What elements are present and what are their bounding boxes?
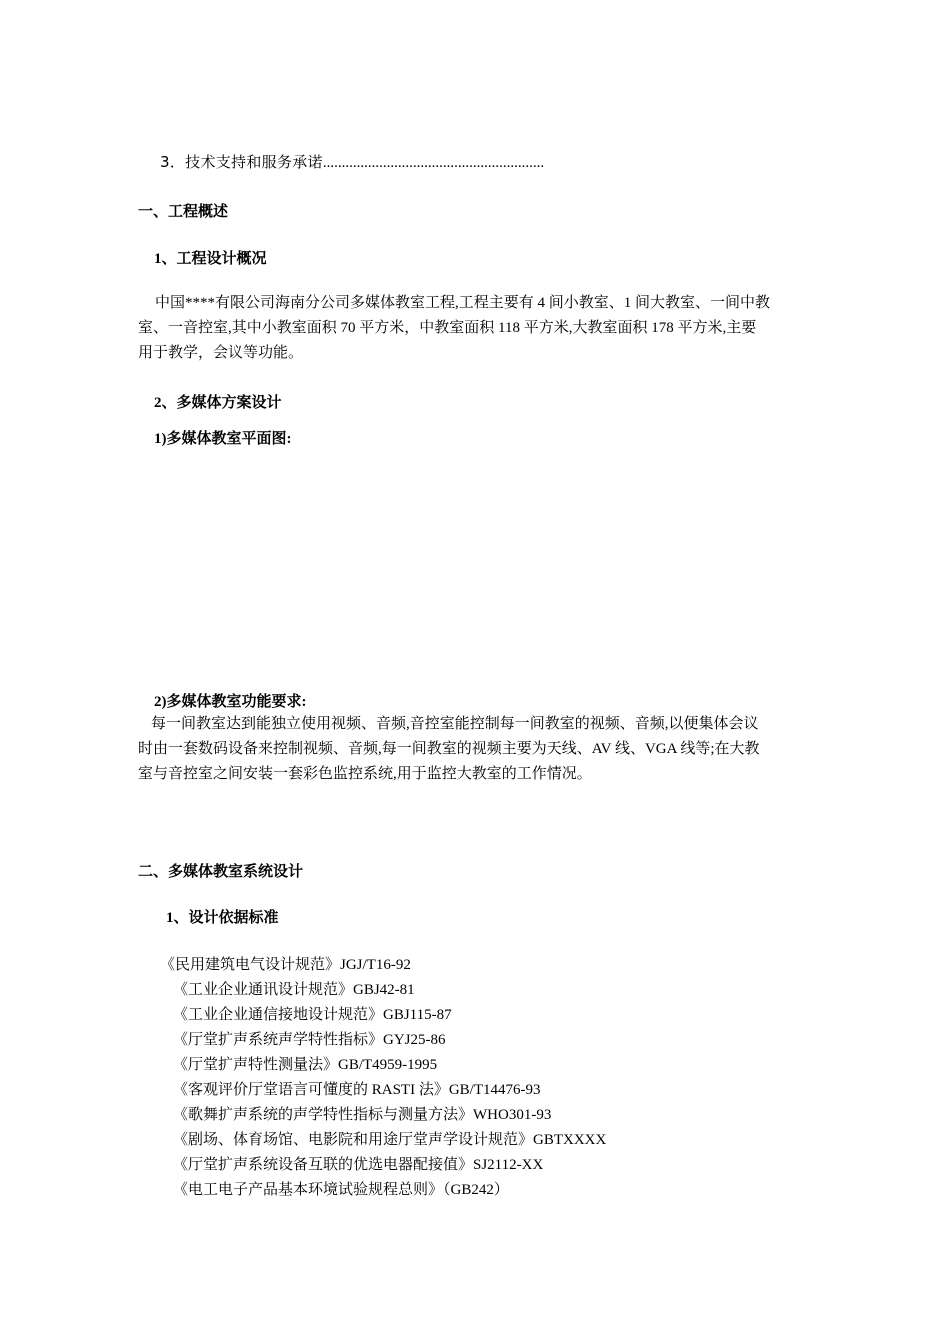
standard-item: 《歌舞扩声系统的声学特性指标与测量方法》WHO301-93 — [173, 1107, 552, 1123]
paragraph-line: 中国****有限公司海南分公司多媒体教室工程,工程主要有 4 间小教室、1 间大教室、一间中教 — [155, 295, 771, 311]
toc-entry — [160, 151, 544, 172]
paragraph-line: 室、一音控室,其中小教室面积 70 平方米，中教室面积 118 平方米,大教室面积 178 平方米,主要 — [138, 320, 757, 336]
section2-heading: 二、多媒体教室系统设计 — [138, 864, 304, 880]
paragraph-line: 用于教学，会议等功能。 — [138, 345, 304, 361]
floorplan-heading: 1)多媒体教室平面图: — [154, 431, 292, 447]
toc-leader-dots: ........................................................... — [322, 155, 545, 171]
function-paragraph — [138, 712, 798, 787]
standard-item: 《客观评价厅堂语言可懂度的 RASTI 法》GB/T14476-93 — [173, 1082, 541, 1098]
section1-sub2-heading: 2、多媒体方案设计 — [154, 395, 282, 411]
section1-heading: 一、工程概述 — [138, 204, 229, 220]
function-heading: 2)多媒体教室功能要求: — [154, 694, 307, 710]
standard-item: 《厅堂扩声系统声学特性指标》GYJ25-86 — [173, 1032, 446, 1048]
paragraph-line: 时由一套数码设备来控制视频、音频,每一间教室的视频主要为天线、AV 线、VGA 线等;在大教 — [138, 741, 760, 757]
paragraph-line: 室与音控室之间安装一套彩色监控系统,用于监控大教室的工作情况。 — [138, 766, 592, 782]
standard-item: 《电工电子产品基本环境试验规程总则》（GB242） — [173, 1182, 509, 1198]
standards-list — [160, 953, 606, 1203]
toc-entry-text: 3．技术支持和服务承诺 — [160, 153, 323, 171]
standard-item: 《工业企业通信接地设计规范》GBJ115-87 — [173, 1007, 452, 1023]
section2-sub1-heading: 1、设计依据标准 — [166, 910, 279, 926]
standard-item: 《厅堂扩声系统设备互联的优选电器配接值》SJ2112-XX — [173, 1157, 544, 1173]
standard-item: 《厅堂扩声特性测量法》GB/T4959-1995 — [173, 1057, 438, 1073]
section1-sub1-paragraph — [138, 291, 798, 366]
standard-item: 《工业企业通讯设计规范》GBJ42-81 — [173, 982, 415, 998]
floorplan-image-placeholder — [138, 452, 798, 677]
paragraph-line: 每一间教室达到能独立使用视频、音频,音控室能控制每一间教室的视频、音频,以便集体会议 — [151, 716, 759, 732]
standard-item: 《剧场、体育场馆、电影院和用途厅堂声学设计规范》GBTXXXX — [173, 1132, 607, 1148]
section1-sub1-heading: 1、工程设计概况 — [154, 251, 267, 267]
standard-item: 《民用建筑电气设计规范》JGJ/T16-92 — [160, 957, 411, 973]
